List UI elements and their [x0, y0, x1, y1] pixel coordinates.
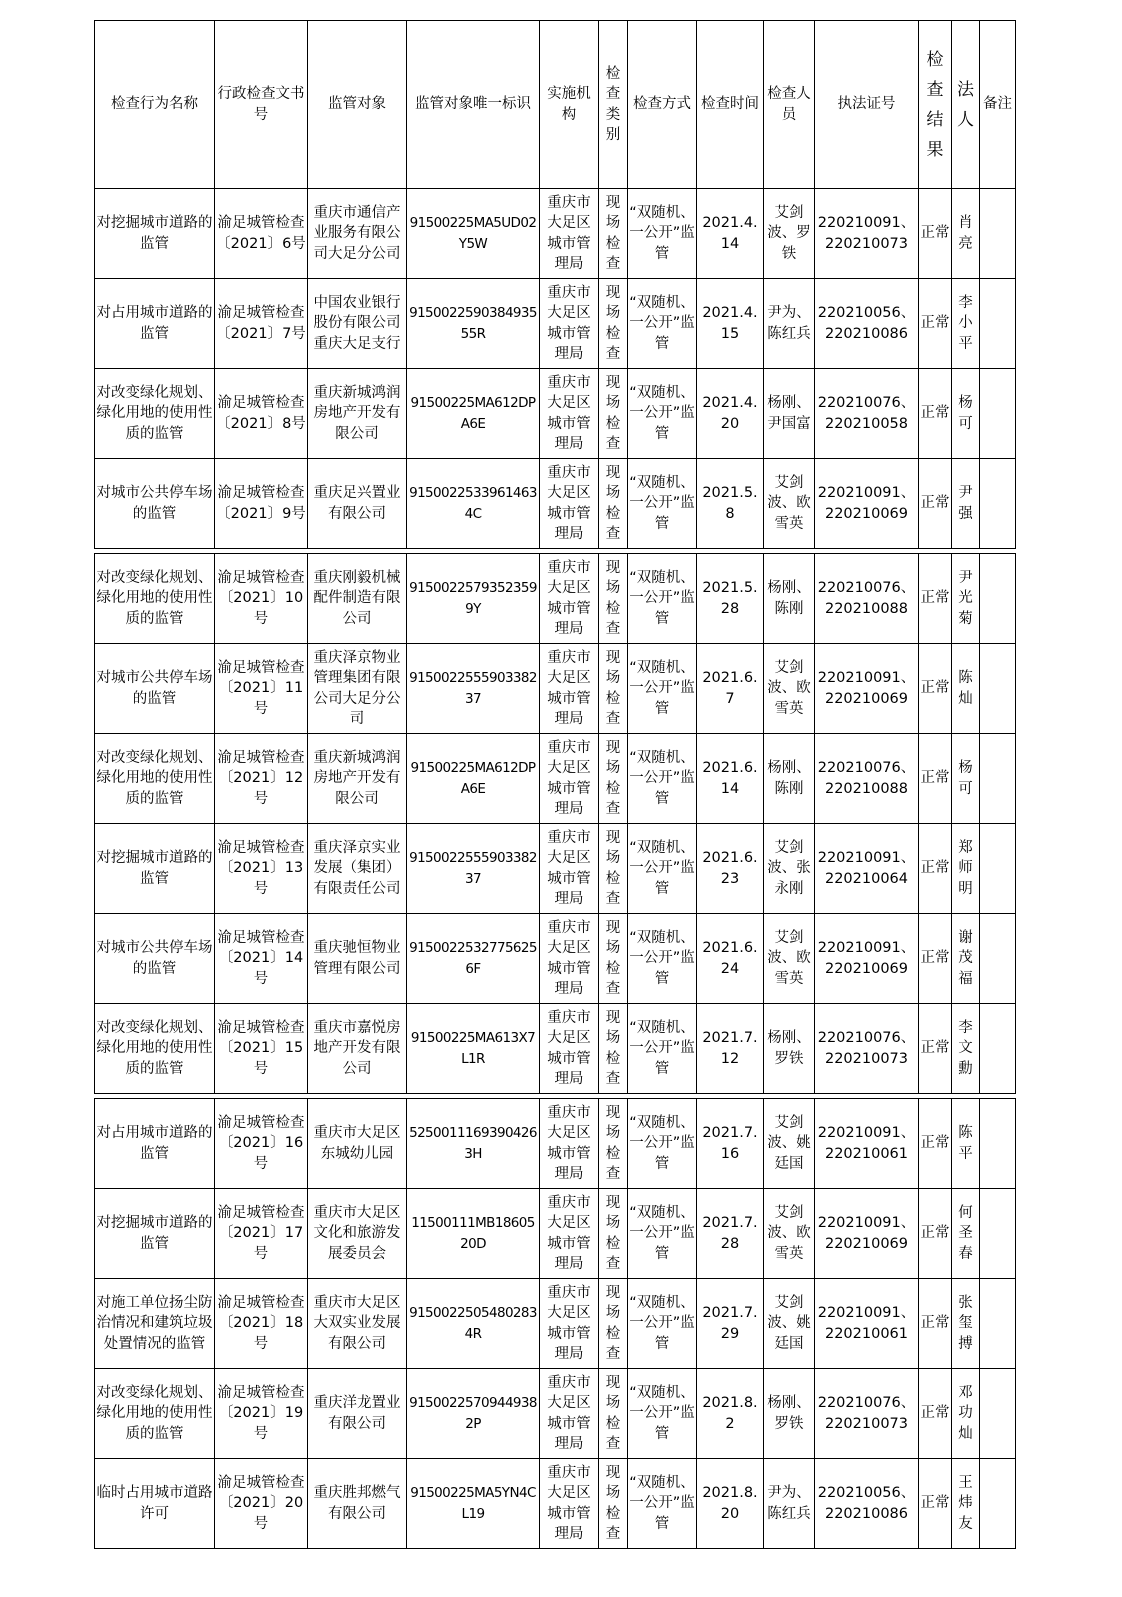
header-doc: 行政检查文书号: [215, 21, 308, 189]
inspection-mode-cell: “双随机、一公开”监管: [628, 1369, 697, 1459]
header-uid: 监管对象唯一标识: [407, 21, 540, 189]
inspection-date-cell: 2021.8.20: [697, 1459, 764, 1549]
cert-number-cell: 220210091、220210061: [815, 1099, 919, 1189]
inspectors-cell: 尹为、陈红兵: [764, 1459, 815, 1549]
agency-cell: 重庆市大足区城市管理局: [540, 1189, 599, 1279]
table-row: [95, 824, 1016, 914]
action-cell: 对改变绿化规划、绿化用地的使用性质的监管: [95, 554, 215, 644]
result-cell: 正常: [919, 1279, 952, 1369]
inspection-date-cell: 2021.6.14: [697, 734, 764, 824]
subject-cell: 重庆新城鸿润房地产开发有限公司: [308, 369, 407, 459]
legal-person-cell: 李 文 勳: [952, 1004, 980, 1094]
legal-person-cell: 尹 强: [952, 459, 980, 549]
inspection-type-cell: 现 场 检 查: [599, 1279, 628, 1369]
agency-cell: 重庆市大足区城市管理局: [540, 644, 599, 734]
inspectors-cell: 艾剑波、姚廷国: [764, 1279, 815, 1369]
subject-id-cell: 915002259038493555R: [407, 279, 540, 369]
cert-number-cell: 220210076、220210088: [815, 554, 919, 644]
cert-number-cell: 220210091、220210069: [815, 459, 919, 549]
subject-id-cell: 11500111MB1860520D: [407, 1189, 540, 1279]
remark-cell: [980, 1459, 1016, 1549]
header-mode: 检查方式: [628, 21, 697, 189]
remark-cell: [980, 914, 1016, 1004]
inspection-mode-cell: “双随机、一公开”监管: [628, 189, 697, 279]
action-cell: 对占用城市道路的监管: [95, 279, 215, 369]
agency-cell: 重庆市大足区城市管理局: [540, 1099, 599, 1189]
cert-number-cell: 220210056、220210086: [815, 279, 919, 369]
result-cell: 正常: [919, 914, 952, 1004]
agency-cell: 重庆市大足区城市管理局: [540, 554, 599, 644]
inspectors-cell: 艾剑波、姚廷国: [764, 1099, 815, 1189]
doc-number-cell: 渝足城管检查 〔2021〕17号: [215, 1189, 308, 1279]
header-date: 检查时间: [697, 21, 764, 189]
action-cell: 对改变绿化规划、绿化用地的使用性质的监管: [95, 734, 215, 824]
subject-cell: 重庆刚毅机械配件制造有限公司: [308, 554, 407, 644]
remark-cell: [980, 824, 1016, 914]
doc-number-cell: 渝足城管检查 〔2021〕16号: [215, 1099, 308, 1189]
cert-number-cell: 220210076、220210088: [815, 734, 919, 824]
subject-id-cell: 91500225339614634C: [407, 459, 540, 549]
table-row: [95, 914, 1016, 1004]
agency-cell: 重庆市大足区城市管理局: [540, 1004, 599, 1094]
remark-cell: [980, 644, 1016, 734]
cert-number-cell: 220210076、220210058: [815, 369, 919, 459]
legal-person-cell: 杨 可: [952, 369, 980, 459]
inspection-mode-cell: “双随机、一公开”监管: [628, 644, 697, 734]
subject-cell: 重庆泽京实业发展（集团）有限责任公司: [308, 824, 407, 914]
inspectors-cell: 艾剑波、罗铁: [764, 189, 815, 279]
inspection-mode-cell: “双随机、一公开”监管: [628, 1279, 697, 1369]
subject-cell: 重庆驰恒物业管理有限公司: [308, 914, 407, 1004]
remark-cell: [980, 1189, 1016, 1279]
result-cell: 正常: [919, 644, 952, 734]
inspection-date-cell: 2021.7.28: [697, 1189, 764, 1279]
doc-number-cell: 渝足城管检查 〔2021〕19号: [215, 1369, 308, 1459]
agency-cell: 重庆市大足区城市管理局: [540, 1369, 599, 1459]
remark-cell: [980, 189, 1016, 279]
inspectors-cell: 杨刚、罗铁: [764, 1004, 815, 1094]
table-row: [95, 1279, 1016, 1369]
inspectors-cell: 艾剑波、欧雪英: [764, 914, 815, 1004]
inspection-table: [94, 20, 1016, 1549]
inspection-date-cell: 2021.6.7: [697, 644, 764, 734]
inspection-mode-cell: “双随机、一公开”监管: [628, 1459, 697, 1549]
action-cell: 对改变绿化规划、绿化用地的使用性质的监管: [95, 1369, 215, 1459]
inspection-mode-cell: “双随机、一公开”监管: [628, 824, 697, 914]
inspection-date-cell: 2021.4.15: [697, 279, 764, 369]
remark-cell: [980, 1099, 1016, 1189]
inspection-date-cell: 2021.7.12: [697, 1004, 764, 1094]
inspection-mode-cell: “双随机、一公开”监管: [628, 734, 697, 824]
agency-cell: 重庆市大足区城市管理局: [540, 459, 599, 549]
inspection-mode-cell: “双随机、一公开”监管: [628, 1189, 697, 1279]
header-cert: 执法证号: [815, 21, 919, 189]
inspection-type-cell: 现 场 检 查: [599, 459, 628, 549]
inspection-type-cell: 现 场 检 查: [599, 1189, 628, 1279]
cert-number-cell: 220210056、220210086: [815, 1459, 919, 1549]
subject-cell: 重庆市通信产业服务有限公司大足分公司: [308, 189, 407, 279]
subject-id-cell: 52500111693904263H: [407, 1099, 540, 1189]
inspectors-cell: 杨刚、尹国富: [764, 369, 815, 459]
agency-cell: 重庆市大足区城市管理局: [540, 824, 599, 914]
action-cell: 对改变绿化规划、绿化用地的使用性质的监管: [95, 369, 215, 459]
cert-number-cell: 220210076、220210073: [815, 1369, 919, 1459]
agency-cell: 重庆市大足区城市管理局: [540, 1279, 599, 1369]
doc-number-cell: 渝足城管检查 〔2021〕13号: [215, 824, 308, 914]
subject-id-cell: 91500225054802834R: [407, 1279, 540, 1369]
inspection-type-cell: 现 场 检 查: [599, 554, 628, 644]
legal-person-cell: 陈 灿: [952, 644, 980, 734]
cert-number-cell: 220210091、220210064: [815, 824, 919, 914]
header-row: [95, 21, 1016, 189]
table-row: [95, 734, 1016, 824]
subject-cell: 重庆市嘉悦房地产开发有限公司: [308, 1004, 407, 1094]
subject-id-cell: 91500225327756256F: [407, 914, 540, 1004]
remark-cell: [980, 1279, 1016, 1369]
subject-cell: 重庆市大足区文化和旅游发展委员会: [308, 1189, 407, 1279]
table-body: [95, 189, 1016, 1549]
subject-id-cell: 91500225MA612DPA6E: [407, 734, 540, 824]
legal-person-cell: 肖 亮: [952, 189, 980, 279]
subject-id-cell: 915002255590338237: [407, 824, 540, 914]
cert-number-cell: 220210076、220210073: [815, 1004, 919, 1094]
doc-number-cell: 渝足城管检查 〔2021〕6号: [215, 189, 308, 279]
action-cell: 对挖掘城市道路的监管: [95, 1189, 215, 1279]
cert-number-cell: 220210091、220210069: [815, 644, 919, 734]
inspection-type-cell: 现 场 检 查: [599, 189, 628, 279]
table-row: [95, 189, 1016, 279]
doc-number-cell: 渝足城管检查 〔2021〕9号: [215, 459, 308, 549]
action-cell: 对施工单位扬尘防治情况和建筑垃圾处置情况的监管: [95, 1279, 215, 1369]
table-row: [95, 1459, 1016, 1549]
header-type: 检 查 类 别: [599, 21, 628, 189]
subject-cell: 重庆胜邦燃气有限公司: [308, 1459, 407, 1549]
inspection-mode-cell: “双随机、一公开”监管: [628, 1099, 697, 1189]
action-cell: 对占用城市道路的监管: [95, 1099, 215, 1189]
subject-id-cell: 91500225MA5UD02Y5W: [407, 189, 540, 279]
cert-number-cell: 220210091、220210073: [815, 189, 919, 279]
legal-person-cell: 尹 光 菊: [952, 554, 980, 644]
remark-cell: [980, 1004, 1016, 1094]
table-row: [95, 369, 1016, 459]
inspection-mode-cell: “双随机、一公开”监管: [628, 369, 697, 459]
inspection-type-cell: 现 场 检 查: [599, 734, 628, 824]
header-remark: 备注: [980, 21, 1016, 189]
table-row: [95, 1189, 1016, 1279]
inspection-date-cell: 2021.4.14: [697, 189, 764, 279]
remark-cell: [980, 554, 1016, 644]
remark-cell: [980, 279, 1016, 369]
result-cell: 正常: [919, 1189, 952, 1279]
cert-number-cell: 220210091、220210061: [815, 1279, 919, 1369]
doc-number-cell: 渝足城管检查 〔2021〕11号: [215, 644, 308, 734]
inspectors-cell: 艾剑波、欧雪英: [764, 1189, 815, 1279]
legal-person-cell: 王 炜 友: [952, 1459, 980, 1549]
cert-number-cell: 220210091、220210069: [815, 1189, 919, 1279]
inspection-date-cell: 2021.8.2: [697, 1369, 764, 1459]
inspection-type-cell: 现 场 检 查: [599, 1004, 628, 1094]
inspection-date-cell: 2021.6.23: [697, 824, 764, 914]
legal-person-cell: 谢 茂 福: [952, 914, 980, 1004]
result-cell: 正常: [919, 824, 952, 914]
header-result: 检 查 结 果: [919, 21, 952, 189]
inspection-date-cell: 2021.7.16: [697, 1099, 764, 1189]
doc-number-cell: 渝足城管检查 〔2021〕15号: [215, 1004, 308, 1094]
header-inspectors: 检查人员: [764, 21, 815, 189]
action-cell: 对挖掘城市道路的监管: [95, 189, 215, 279]
inspection-date-cell: 2021.5.8: [697, 459, 764, 549]
action-cell: 对城市公共停车场的监管: [95, 644, 215, 734]
doc-number-cell: 渝足城管检查 〔2021〕10号: [215, 554, 308, 644]
agency-cell: 重庆市大足区城市管理局: [540, 369, 599, 459]
doc-number-cell: 渝足城管检查 〔2021〕8号: [215, 369, 308, 459]
inspectors-cell: 艾剑波、欧雪英: [764, 644, 815, 734]
agency-cell: 重庆市大足区城市管理局: [540, 189, 599, 279]
inspection-date-cell: 2021.4.20: [697, 369, 764, 459]
header-action: 检查行为名称: [95, 21, 215, 189]
remark-cell: [980, 734, 1016, 824]
cert-number-cell: 220210091、220210069: [815, 914, 919, 1004]
subject-cell: 重庆洋龙置业有限公司: [308, 1369, 407, 1459]
subject-id-cell: 91500225MA5YN4CL19: [407, 1459, 540, 1549]
inspection-type-cell: 现 场 检 查: [599, 1459, 628, 1549]
inspection-mode-cell: “双随机、一公开”监管: [628, 1004, 697, 1094]
legal-person-cell: 李 小 平: [952, 279, 980, 369]
inspection-mode-cell: “双随机、一公开”监管: [628, 554, 697, 644]
inspectors-cell: 杨刚、陈刚: [764, 554, 815, 644]
action-cell: 对城市公共停车场的监管: [95, 914, 215, 1004]
remark-cell: [980, 1369, 1016, 1459]
inspection-type-cell: 现 场 检 查: [599, 1099, 628, 1189]
subject-cell: 重庆市大足区大双实业发展有限公司: [308, 1279, 407, 1369]
agency-cell: 重庆市大足区城市管理局: [540, 1459, 599, 1549]
doc-number-cell: 渝足城管检查 〔2021〕18号: [215, 1279, 308, 1369]
legal-person-cell: 何 圣 春: [952, 1189, 980, 1279]
header-subject: 监管对象: [308, 21, 407, 189]
inspection-type-cell: 现 场 检 查: [599, 369, 628, 459]
result-cell: 正常: [919, 554, 952, 644]
inspection-type-cell: 现 场 检 查: [599, 644, 628, 734]
result-cell: 正常: [919, 1004, 952, 1094]
table-row: [95, 1004, 1016, 1094]
inspection-type-cell: 现 场 检 查: [599, 824, 628, 914]
action-cell: 临时占用城市道路许可: [95, 1459, 215, 1549]
agency-cell: 重庆市大足区城市管理局: [540, 279, 599, 369]
subject-cell: 中国农业银行股份有限公司重庆大足支行: [308, 279, 407, 369]
result-cell: 正常: [919, 369, 952, 459]
result-cell: 正常: [919, 1099, 952, 1189]
inspection-mode-cell: “双随机、一公开”监管: [628, 914, 697, 1004]
result-cell: 正常: [919, 1369, 952, 1459]
inspection-type-cell: 现 场 检 查: [599, 1369, 628, 1459]
subject-id-cell: 91500225MA613X7L1R: [407, 1004, 540, 1094]
doc-number-cell: 渝足城管检查 〔2021〕12号: [215, 734, 308, 824]
subject-id-cell: 91500225793523599Y: [407, 554, 540, 644]
header-agency: 实施机构: [540, 21, 599, 189]
inspection-mode-cell: “双随机、一公开”监管: [628, 279, 697, 369]
table-row: [95, 1099, 1016, 1189]
result-cell: 正常: [919, 1459, 952, 1549]
legal-person-cell: 杨 可: [952, 734, 980, 824]
subject-id-cell: 91500225709449382P: [407, 1369, 540, 1459]
result-cell: 正常: [919, 279, 952, 369]
inspection-type-cell: 现 场 检 查: [599, 279, 628, 369]
inspection-type-cell: 现 场 检 查: [599, 914, 628, 1004]
subject-cell: 重庆足兴置业有限公司: [308, 459, 407, 549]
inspectors-cell: 杨刚、罗铁: [764, 1369, 815, 1459]
doc-number-cell: 渝足城管检查 〔2021〕14号: [215, 914, 308, 1004]
action-cell: 对挖掘城市道路的监管: [95, 824, 215, 914]
action-cell: 对城市公共停车场的监管: [95, 459, 215, 549]
inspectors-cell: 杨刚、陈刚: [764, 734, 815, 824]
subject-cell: 重庆新城鸿润房地产开发有限公司: [308, 734, 407, 824]
legal-person-cell: 张 玺 搏: [952, 1279, 980, 1369]
remark-cell: [980, 369, 1016, 459]
doc-number-cell: 渝足城管检查 〔2021〕20号: [215, 1459, 308, 1549]
result-cell: 正常: [919, 189, 952, 279]
inspection-date-cell: 2021.7.29: [697, 1279, 764, 1369]
legal-person-cell: 邓 功 灿: [952, 1369, 980, 1459]
table-row: [95, 554, 1016, 644]
inspectors-cell: 艾剑波、欧雪英: [764, 459, 815, 549]
table-row: [95, 1369, 1016, 1459]
table-row: [95, 279, 1016, 369]
result-cell: 正常: [919, 459, 952, 549]
subject-cell: 重庆泽京物业管理集团有限公司大足分公司: [308, 644, 407, 734]
inspectors-cell: 艾剑波、张永刚: [764, 824, 815, 914]
inspection-mode-cell: “双随机、一公开”监管: [628, 459, 697, 549]
legal-person-cell: 郑 师 明: [952, 824, 980, 914]
agency-cell: 重庆市大足区城市管理局: [540, 914, 599, 1004]
subject-id-cell: 915002255590338237: [407, 644, 540, 734]
doc-number-cell: 渝足城管检查 〔2021〕7号: [215, 279, 308, 369]
inspection-date-cell: 2021.6.24: [697, 914, 764, 1004]
table-row: [95, 644, 1016, 734]
inspectors-cell: 尹为、陈红兵: [764, 279, 815, 369]
result-cell: 正常: [919, 734, 952, 824]
remark-cell: [980, 459, 1016, 549]
table-row: [95, 459, 1016, 549]
legal-person-cell: 陈 平: [952, 1099, 980, 1189]
subject-cell: 重庆市大足区东城幼儿园: [308, 1099, 407, 1189]
agency-cell: 重庆市大足区城市管理局: [540, 734, 599, 824]
action-cell: 对改变绿化规划、绿化用地的使用性质的监管: [95, 1004, 215, 1094]
header-legal: 法 人: [952, 21, 980, 189]
subject-id-cell: 91500225MA612DPA6E: [407, 369, 540, 459]
inspection-date-cell: 2021.5.28: [697, 554, 764, 644]
